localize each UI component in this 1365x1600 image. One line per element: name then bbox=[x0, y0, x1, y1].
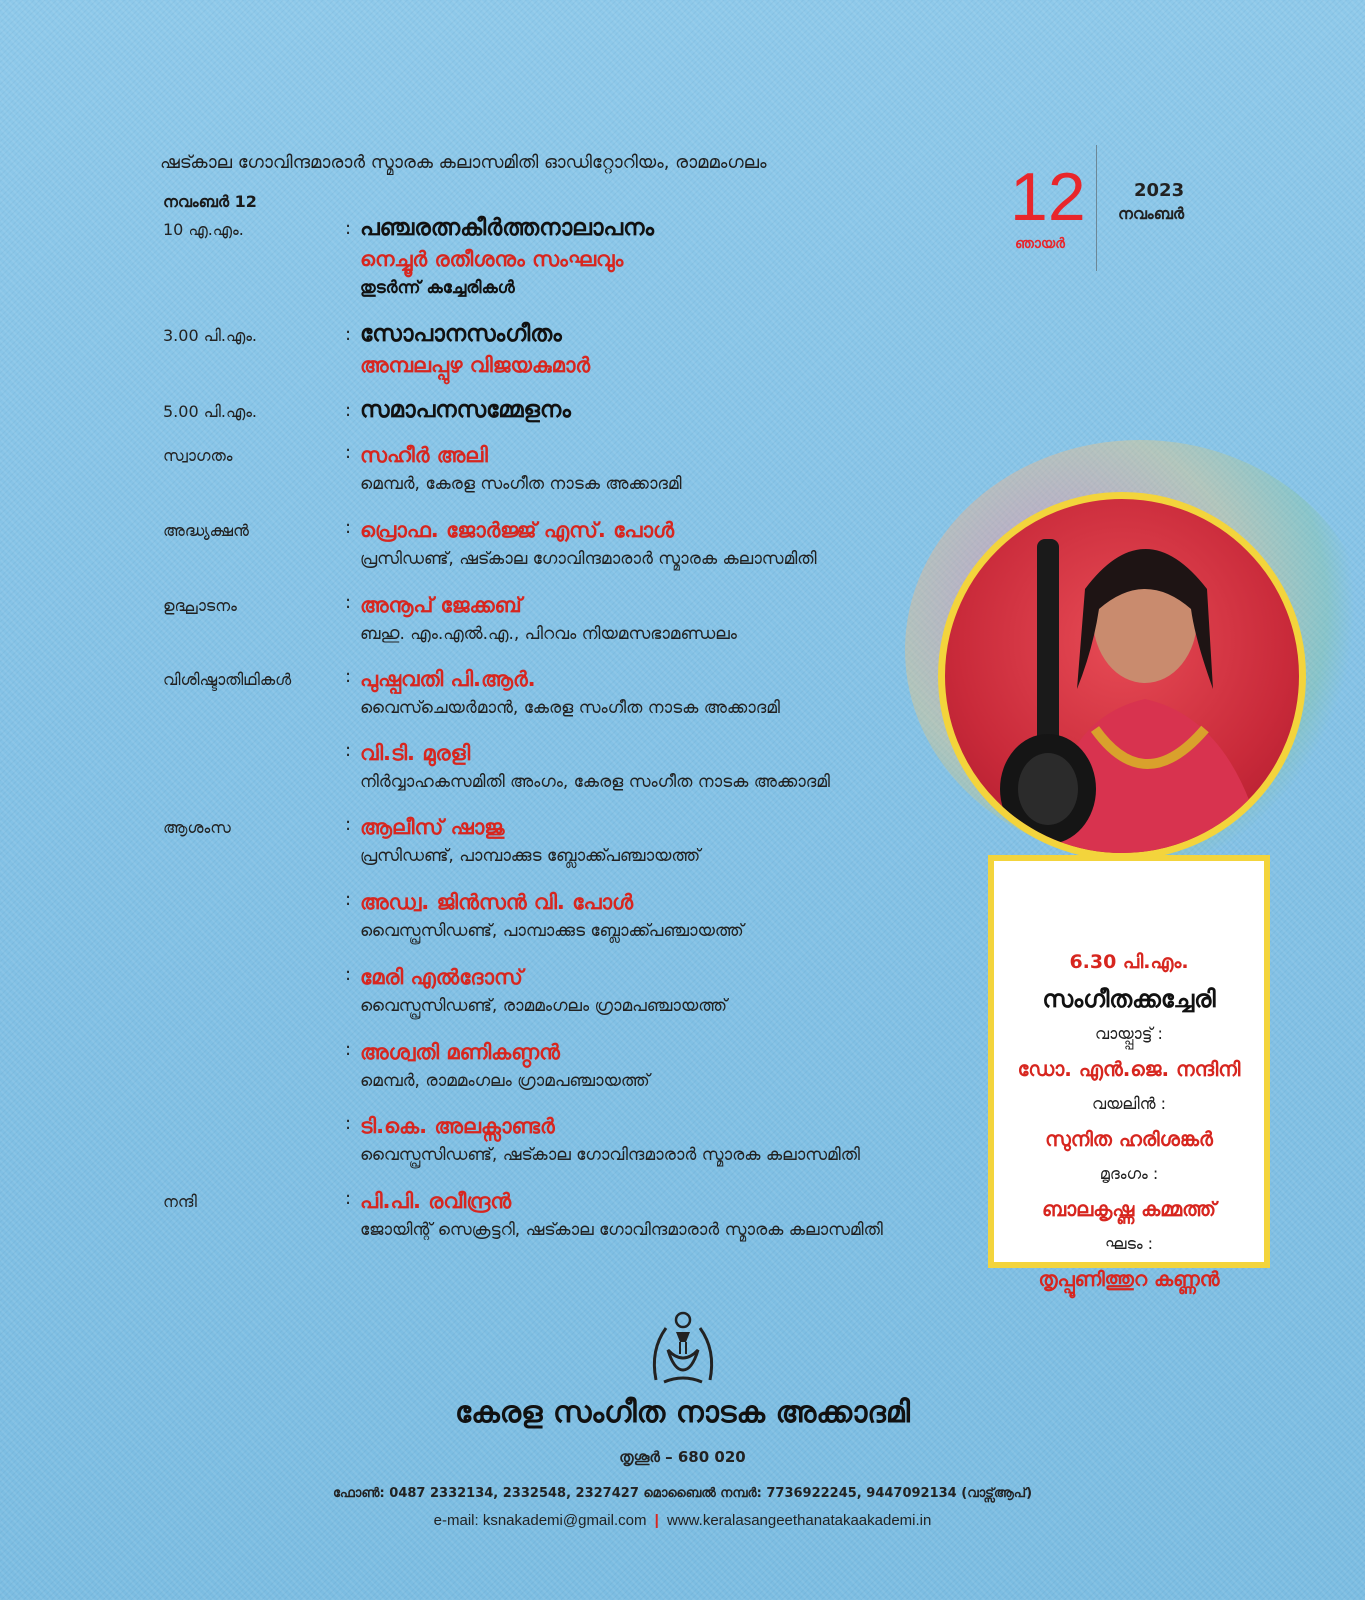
event-performer: നെച്ചൂർ രതീശനും സംഘവും bbox=[360, 247, 624, 271]
event-title: പഞ്ചരത്നകീർത്തനാലാപനം bbox=[360, 215, 655, 241]
concert-title: സംഗീതക്കച്ചേരി bbox=[1042, 985, 1216, 1013]
artist-photo bbox=[938, 492, 1306, 860]
participant-role: അദ്ധ്യക്ഷൻ bbox=[163, 521, 249, 540]
colon: : bbox=[345, 517, 352, 538]
contact-phone: ഫോൺ: 0487 2332134, 2332548, 2327427 മൊബൈൽ നമ്പർ: 7736922245, 9447092134 (വാട്സ്ആപ്) bbox=[332, 1486, 1033, 1501]
colon: : bbox=[345, 218, 352, 239]
participant-name: പി.പി. രവീന്ദ്രൻ bbox=[360, 1189, 512, 1213]
colon: : bbox=[345, 1113, 352, 1134]
participant-name: സഹീർ അലി bbox=[360, 443, 488, 467]
participant-desc: ജോയിന്റ് സെക്രട്ടറി, ഷട്കാല ഗോവിന്ദമാരാർ സ്മാരക കലാസമിതി bbox=[360, 1220, 883, 1240]
date-year: 2023 bbox=[1134, 180, 1185, 201]
participant-desc: വൈസ്പ്രസിഡണ്ട്, പാമ്പാക്കുട ബ്ലോക്ക്പഞ്ചായത്ത് bbox=[360, 921, 744, 941]
venue-text: ഷട്കാല ഗോവിന്ദമാരാർ സ്മാരക കലാസമിതി ഓഡിറ്റോറിയം, രാമമംഗലം bbox=[160, 152, 767, 173]
date-month: നവംബർ bbox=[1118, 204, 1185, 223]
event-title: സമാപനസമ്മേളനം bbox=[360, 397, 571, 423]
concert-details bbox=[988, 945, 1270, 1299]
colon: : bbox=[345, 324, 352, 345]
schedule-time: 3.00 പി.എം. bbox=[163, 326, 257, 345]
colon: : bbox=[345, 814, 352, 835]
participant-name: വി.ടി. മുരളി bbox=[360, 741, 471, 765]
colon: : bbox=[345, 1039, 352, 1060]
participant-role: നന്ദി bbox=[163, 1192, 197, 1211]
event-performer: അമ്പലപ്പുഴ വിജയകുമാർ bbox=[360, 353, 591, 377]
org-city: തൃശൂർ – 680 020 bbox=[619, 1448, 746, 1466]
colon: : bbox=[345, 400, 352, 421]
date-divider bbox=[1096, 145, 1097, 271]
participant-name: പുഷ്പവതി പി.ആർ. bbox=[360, 667, 536, 691]
participant-desc: വൈസ്പ്രസിഡണ്ട്, ഷട്കാല ഗോവിന്ദമാരാർ സ്മാരക കലാസമിതി bbox=[360, 1145, 860, 1165]
participant-name: അശ്വതി മണികണ്ഠൻ bbox=[360, 1040, 560, 1064]
org-name: കേരള സംഗീത നാടക അക്കാദമി bbox=[455, 1395, 910, 1430]
participant-role: ആശംസ bbox=[163, 818, 231, 837]
schedule-time: 10 എ.എം. bbox=[163, 220, 244, 239]
vocal-artist: ഡോ. എൻ.ജെ. നന്ദിനി bbox=[1017, 1057, 1241, 1081]
participant-name: അഡ്വ. ജിൻസൻ വി. പോൾ bbox=[360, 890, 634, 914]
participant-name: അനൂപ് ജേക്കബ് bbox=[360, 593, 522, 617]
date-day: 12 bbox=[1010, 159, 1086, 235]
event-note: തുടർന്ന് കച്ചേരികൾ bbox=[360, 278, 515, 298]
participant-desc: ബഹു. എം.എൽ.എ., പിറവം നിയമസഭാമണ്ഡലം bbox=[360, 624, 737, 644]
concert-time: 6.30 പി.എം. bbox=[1069, 951, 1189, 973]
mridangam-label: മൃദംഗം : bbox=[1099, 1164, 1159, 1183]
participant-desc: വൈസ്പ്രസിഡണ്ട്, രാമമംഗലം ഗ്രാമപഞ്ചായത്ത് bbox=[360, 996, 728, 1016]
date-weekday: ഞായർ bbox=[1015, 236, 1065, 252]
schedule-time: 5.00 പി.എം. bbox=[163, 402, 257, 421]
participant-desc: നിർവ്വാഹകസമിതി അംഗം, കേരള സംഗീത നാടക അക്കാദമി bbox=[360, 772, 830, 792]
akademi-logo-icon bbox=[646, 1310, 720, 1394]
website-link[interactable]: www.keralasangeethanatakaakademi.in bbox=[667, 1512, 932, 1529]
violin-artist: സുനിത ഹരിശങ്കർ bbox=[1045, 1127, 1213, 1151]
participant-desc: പ്രസിഡണ്ട്, ഷട്കാല ഗോവിന്ദമാരാർ സ്മാരക കലാസമിതി bbox=[360, 549, 817, 569]
participant-desc: വൈസ്ചെയർമാൻ, കേരള സംഗീത നാടക അക്കാദമി bbox=[360, 698, 780, 718]
colon: : bbox=[345, 1188, 352, 1209]
violin-label: വയലിൻ : bbox=[1092, 1094, 1166, 1113]
colon: : bbox=[345, 740, 352, 761]
colon: : bbox=[345, 889, 352, 910]
colon: : bbox=[345, 666, 352, 687]
vocal-label: വായ്പ്പാട്ട് : bbox=[1095, 1024, 1163, 1043]
email-link[interactable]: e-mail: ksnakademi@gmail.com bbox=[433, 1512, 647, 1529]
separator: | bbox=[654, 1512, 659, 1529]
participant-role: വിശിഷ്ടാതിഥികൾ bbox=[163, 670, 292, 689]
event-title: സോപാനസംഗീതം bbox=[360, 321, 562, 347]
participant-role: ഉദ്ഘാടനം bbox=[163, 596, 237, 615]
ghatam-label: ഘടം : bbox=[1104, 1234, 1154, 1253]
mridangam-artist: ബാലകൃഷ്ണ കമ്മത്ത് bbox=[1041, 1197, 1217, 1221]
participant-name: ആലീസ് ഷാജു bbox=[360, 815, 505, 839]
participant-name: പ്രൊഫ. ജോർജ്ജ് എസ്. പോൾ bbox=[360, 518, 675, 542]
participant-desc: മെമ്പർ, രാമമംഗലം ഗ്രാമപഞ്ചായത്ത് bbox=[360, 1071, 650, 1091]
participant-name: ടി.കെ. അലക്സാണ്ടർ bbox=[360, 1114, 555, 1138]
colon: : bbox=[345, 442, 352, 463]
participant-name: മേരി എൽദോസ് bbox=[360, 965, 523, 989]
date-heading: നവംബർ 12 bbox=[163, 192, 257, 211]
participant-role: സ്വാഗതം bbox=[163, 446, 233, 465]
contact-line bbox=[0, 1512, 1365, 1529]
ghatam-artist: തൃപ്പൂണിത്തുറ കണ്ണൻ bbox=[1038, 1267, 1220, 1291]
colon: : bbox=[345, 592, 352, 613]
colon: : bbox=[345, 964, 352, 985]
participant-desc: പ്രസിഡണ്ട്, പാമ്പാക്കുട ബ്ലോക്ക്പഞ്ചായത്ത് bbox=[360, 846, 701, 866]
participant-desc: മെമ്പർ, കേരള സംഗീത നാടക അക്കാദമി bbox=[360, 474, 682, 494]
